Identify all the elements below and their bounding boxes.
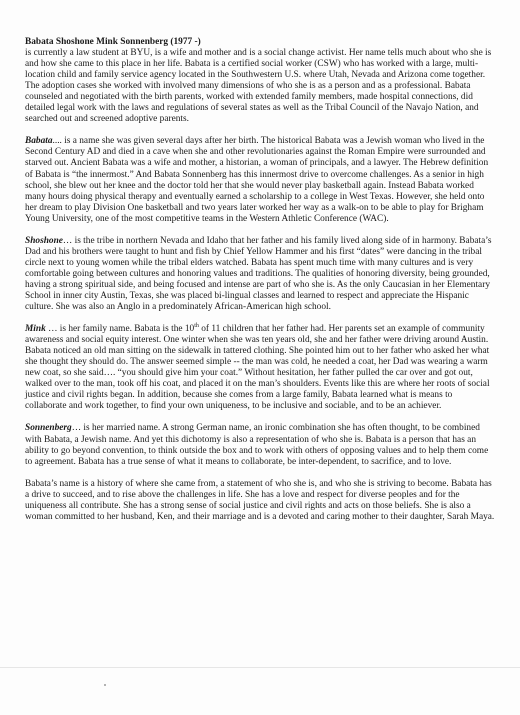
section-text-shoshone: … is the tribe in northern Nevada and Idaho that her father and his family lived along side of in harmony. Babata’s Dad and his brothers were taught to hunt and fish by Chief Yellow Hammer and his first “dates” were dancing in the tribal circle next to young women while the tribal elders watched. Babata has spent much time with many cultures and is very comfortable going between cultures and honoring values and traditions. The qualities of honoring diversity, being grounded, having a strong spiritual side, and being focused and intense are part of who she is. As the only Caucasian in her Elementary School in inner city Austin, Texas, she was placed bi-lingual classes and learned to respect and appreciate the Hispanic culture. She was also an Anglo in a predominately African-American high school. (25, 235, 492, 313)
section-babata (25, 136, 495, 224)
section-term-sonnenberg: Sonnenberg (25, 423, 72, 434)
page-fold-divider (0, 667, 520, 668)
section-sonnenberg (25, 423, 495, 467)
section-text-sonnenberg: … is her married name. A strong German name, an ironic combination she has often thought, to be combined with Babata, a Jewish name. And yet this dichotomy is also a representation of who she is. Babata is a person that has an ability to go beyond convention, to think outside the box and to work with others of opposing values and to help them come to agreement. Babata has a true sense of what it means to collaborate, be inter-dependent, to sacrifice, and to love. (25, 423, 489, 467)
section-text-mink-lead: … is her family name. Babata is the 10 (45, 324, 195, 335)
closing-paragraph: Babata’s name is a history of where she came from, a statement of who she is, and who she is striving to become. Babata has a drive to succeed, and to rise above the challenges in life. She has a love and respect for diverse peoples and for the uniqueness all contribute. She has a strong sense of social justice and civil rights and acts on those beliefs. She is also a woman committed to her husband, Ken, and their marriage and is a devoted and caring mother to their daughter, Sarah Maya. (25, 478, 495, 522)
document-body (25, 37, 495, 534)
section-term-mink: Mink (25, 324, 46, 335)
section-mink (25, 324, 495, 412)
section-text-mink: of 11 children that her father had. Her parents set an example of community awareness and social equity interest. One winter when she was ten years old, she and her father were driving around Austin. Babata noticed an old man sitting on the sidewalk in tattered clothing. She pointed him out to her father who asked her what she thought they should do. The answer seemed simple -- the man was cold, he needed a coat, her Dad was wearing a warm new coat, so she said…. “you should give him your coat.” Without hesitation, her father pulled the car over and got out, walked over to the man, took off his coat, and placed it on the man’s shoulders. Events like this are where her roots of social justice and civil rights began. In addition, because she comes from a large family, Babata learned what is means to collaborate and work together, to find your own uniqueness, to be inclusive and sociable, and to be an achiever. (25, 324, 490, 412)
section-term-babata: Babata (25, 136, 53, 147)
ordinal-suffix: th (194, 322, 199, 329)
section-shoshone (25, 236, 495, 313)
document-title: Babata Shoshone Mink Sonnenberg (1977 -) (25, 37, 201, 47)
section-text-babata: .... is a name she was given several days after her birth. The historical Babata was a Jewish woman who lived in the Second Century AD and died in a cave when she and other revolutionaries against the Roman Empire were surrounded and starved out. Ancient Babata was a wife and mother, a historian, a woman of principals, and a lawyer. The Hebrew definition of Babata is “the innermost.” And Babata Sonnenberg has this innermost drive to overcome challenges. As a senior in high school, she blew out her knee and the doctor told her that she would never play basketball again. Instead Babata worked many hours doing physical therapy and eventually earned a scholarship to a college in West Texas. However, she held onto her dream to play Division One basketball and two years later worked her way as a walk-on to be able to play for Brigham Young University, one of the most competitive teams in the Western Athletic Conference (WAC). (25, 136, 489, 224)
section-term-shoshone: Shoshone (25, 235, 63, 246)
scan-speck (104, 684, 106, 686)
intro-paragraph: is currently a law student at BYU, is a wife and mother and is a social change activist. Her name tells much about who she is and how she came to this place in her life. Babata is a certified social worker (CSW) who has worked with a large, multi-location child and family service agency located in the Southwestern U.S. where Utah, Nevada and Arizona come together. The adoption cases she worked with involved many dimensions of who she is as a person and as a professional. Babata counseled and negotiated with the birth parents, worked with extended family members, made hospital connections, did detailed legal work with the laws and regulations of several states as well as the Tribal Council of the Navajo Nation, and searched out and screened adoptive parents. (25, 48, 492, 125)
